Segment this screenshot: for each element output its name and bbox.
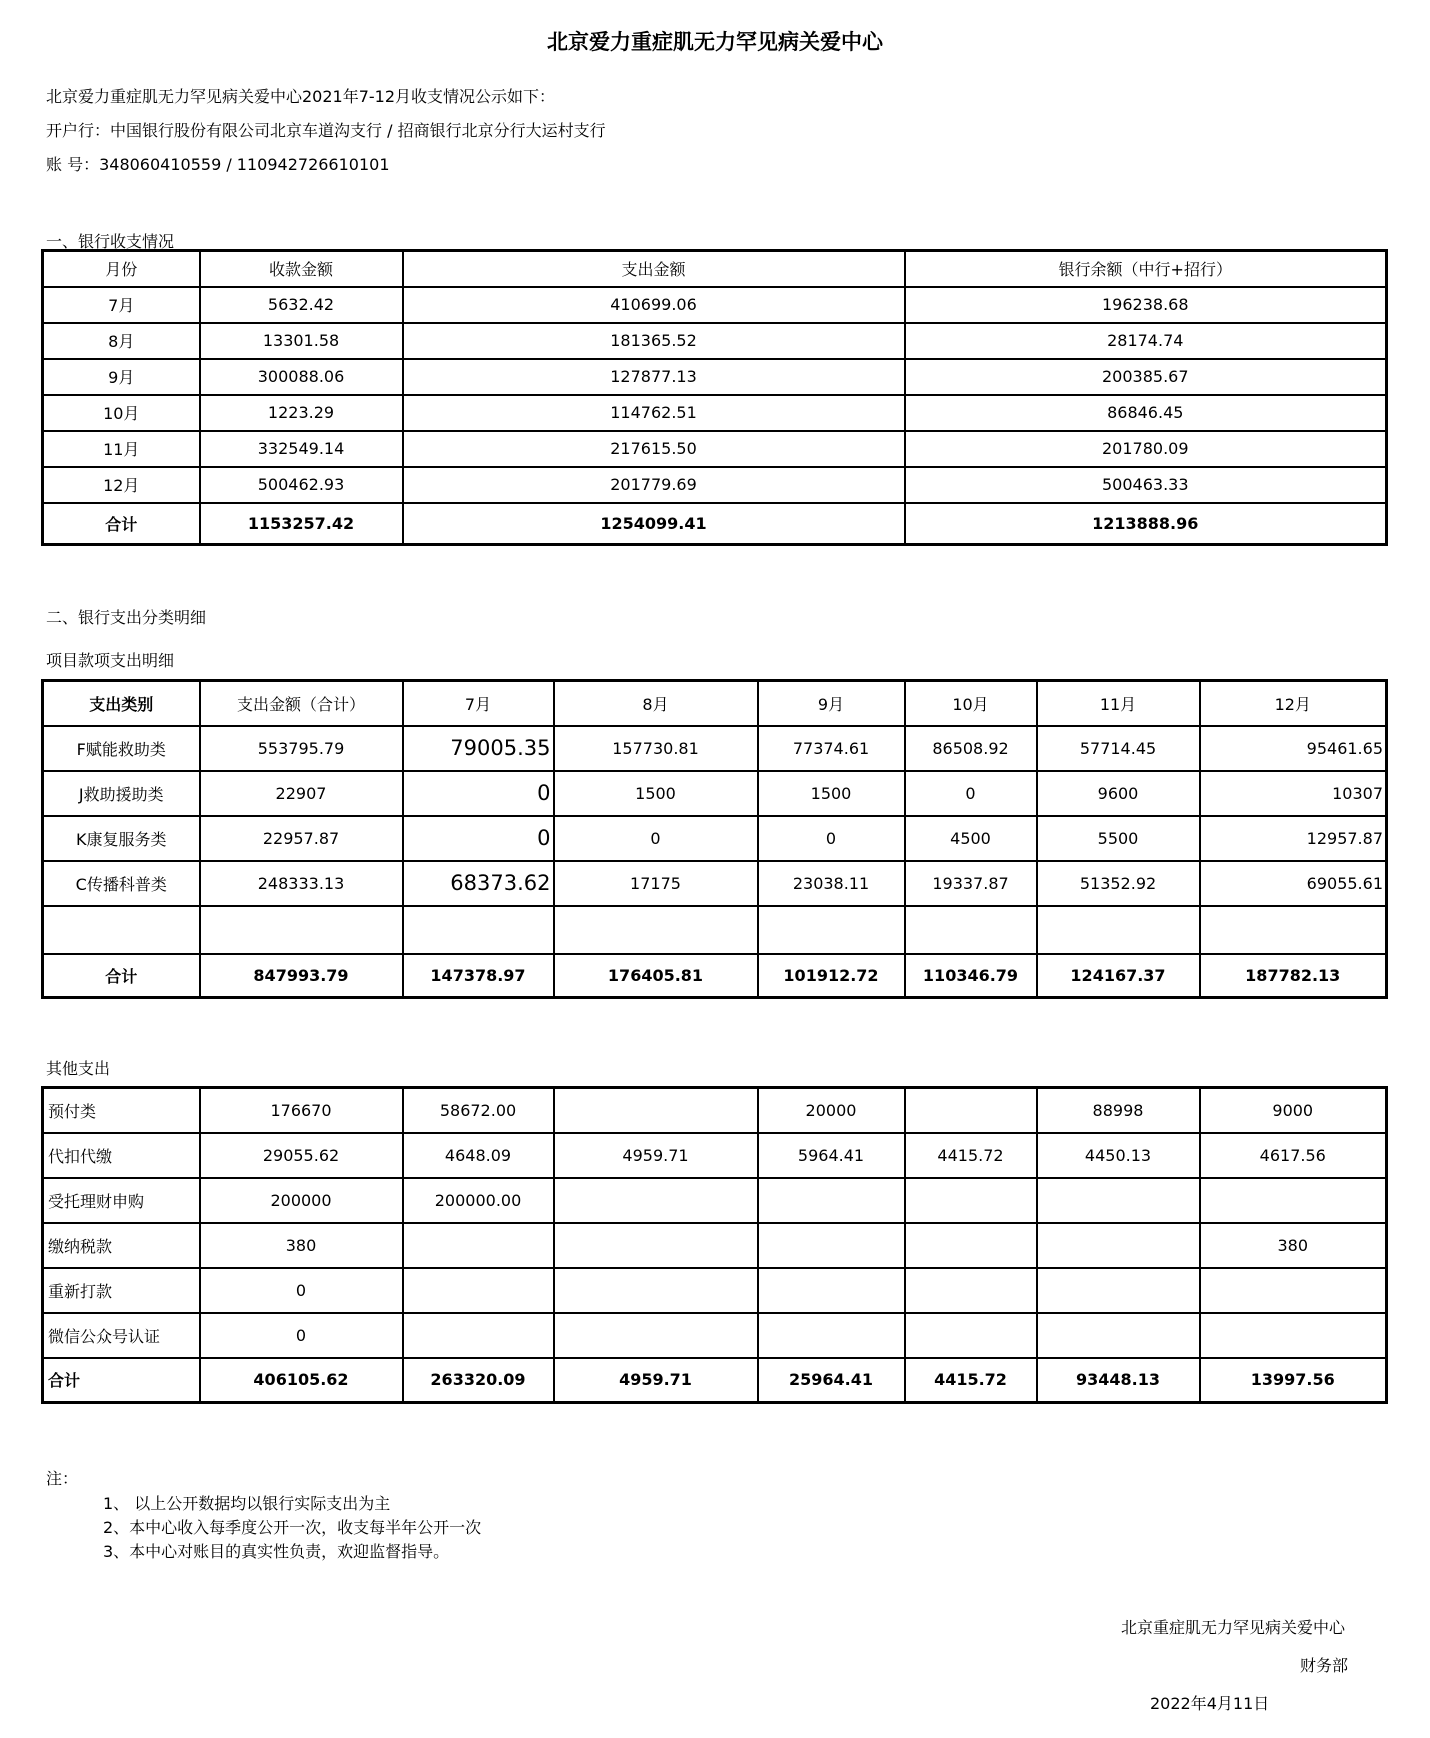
table-cell: 23038.11: [758, 861, 905, 906]
table-cell: 200385.67: [905, 359, 1387, 395]
table-cell: C传播科普类: [43, 861, 200, 906]
section1-heading: 一、银行收支情况: [46, 232, 175, 251]
table-header-row: [43, 251, 1387, 287]
table-cell: 201780.09: [905, 431, 1387, 467]
table-cell: J救助援助类: [43, 771, 200, 816]
table-cell: 200000: [200, 1178, 403, 1223]
table-cell: [1037, 1178, 1200, 1223]
table-cell: [905, 1313, 1037, 1358]
column-header: 月份: [43, 251, 200, 287]
table-cell: 77374.61: [758, 726, 905, 771]
table-cell: K康复服务类: [43, 816, 200, 861]
table-cell: 20000: [758, 1088, 905, 1133]
column-header: 7月: [403, 681, 554, 726]
table-cell: 5964.41: [758, 1133, 905, 1178]
table-cell: 0: [403, 771, 554, 816]
table-cell: 9600: [1037, 771, 1200, 816]
table-cell: [1200, 1178, 1387, 1223]
column-header: 支出金额: [403, 251, 905, 287]
table-cell: 12月: [43, 467, 200, 503]
table-row: [43, 1178, 1387, 1223]
total-cell: 合计: [43, 954, 200, 998]
table-cell: 201779.69: [403, 467, 905, 503]
table-cell: 重新打款: [43, 1268, 200, 1313]
table-cell: [1200, 1268, 1387, 1313]
table-cell: 4959.71: [554, 1133, 758, 1178]
section3-heading: 其他支出: [46, 1059, 111, 1078]
column-header: 支出类别: [43, 681, 200, 726]
table-cell: 13301.58: [200, 323, 403, 359]
total-cell: 263320.09: [403, 1358, 554, 1403]
table-cell: 95461.65: [1200, 726, 1387, 771]
total-cell: 847993.79: [200, 954, 403, 998]
note-item: 3、本中心对账目的真实性负责，欢迎监督指导。: [103, 1542, 450, 1561]
table-cell: 9000: [1200, 1088, 1387, 1133]
table-cell: 受托理财申购: [43, 1178, 200, 1223]
table-cell: 127877.13: [403, 359, 905, 395]
table-cell: 181365.52: [403, 323, 905, 359]
total-cell: 176405.81: [554, 954, 758, 998]
table-cell: [758, 1178, 905, 1223]
empty-cell: [905, 906, 1037, 954]
table-cell: 7月: [43, 287, 200, 323]
table-cell: 22957.87: [200, 816, 403, 861]
intro-line: 北京爱力重症肌无力罕见病关爱中心2021年7-12月收支情况公示如下：: [46, 87, 556, 106]
total-cell: 合计: [43, 503, 200, 545]
total-row: [43, 1358, 1387, 1403]
total-cell: 1153257.42: [200, 503, 403, 545]
page-title: 北京爱力重症肌无力罕见病关爱中心: [547, 30, 883, 54]
note-item: 2、本中心收入每季度公开一次，收支每半年公开一次: [103, 1518, 482, 1537]
table-cell: 1223.29: [200, 395, 403, 431]
total-cell: 合计: [43, 1358, 200, 1403]
column-header: 10月: [905, 681, 1037, 726]
total-cell: 25964.41: [758, 1358, 905, 1403]
total-cell: 13997.56: [1200, 1358, 1387, 1403]
table-cell: 58672.00: [403, 1088, 554, 1133]
table-cell: 1500: [554, 771, 758, 816]
table-row: [43, 1088, 1387, 1133]
table-row: [43, 816, 1387, 861]
table-cell: 17175: [554, 861, 758, 906]
total-cell: 147378.97: [403, 954, 554, 998]
table-cell: [554, 1178, 758, 1223]
total-row: [43, 503, 1387, 545]
table-row: [43, 287, 1387, 323]
table-cell: 79005.35: [403, 726, 554, 771]
table-cell: 29055.62: [200, 1133, 403, 1178]
empty-cell: [758, 906, 905, 954]
table-cell: [403, 1268, 554, 1313]
table-cell: 8月: [43, 323, 200, 359]
table-cell: 196238.68: [905, 287, 1387, 323]
total-cell: 187782.13: [1200, 954, 1387, 998]
table-row: [43, 1133, 1387, 1178]
table-cell: 51352.92: [1037, 861, 1200, 906]
table-cell: 410699.06: [403, 287, 905, 323]
note-item: 1、 以上公开数据均以银行实际支出为主: [103, 1494, 391, 1513]
total-row: [43, 954, 1387, 998]
table-cell: 57714.45: [1037, 726, 1200, 771]
table-cell: [1037, 1268, 1200, 1313]
table-cell: 微信公众号认证: [43, 1313, 200, 1358]
table-cell: [554, 1313, 758, 1358]
table-cell: 预付类: [43, 1088, 200, 1133]
table-cell: 12957.87: [1200, 816, 1387, 861]
table-header-row: [43, 681, 1387, 726]
table-cell: 500462.93: [200, 467, 403, 503]
table-cell: 0: [200, 1268, 403, 1313]
table-cell: 0: [554, 816, 758, 861]
total-cell: 4959.71: [554, 1358, 758, 1403]
table-cell: 114762.51: [403, 395, 905, 431]
section2-heading: 二、银行支出分类明细: [46, 608, 207, 627]
total-cell: 1254099.41: [403, 503, 905, 545]
bank-summary-table: [41, 249, 1388, 546]
signature-date: 2022年4月11日: [1150, 1694, 1270, 1713]
column-header: 11月: [1037, 681, 1200, 726]
table-cell: 1500: [758, 771, 905, 816]
table-cell: 69055.61: [1200, 861, 1387, 906]
table-cell: 157730.81: [554, 726, 758, 771]
table-cell: [403, 1313, 554, 1358]
empty-cell: [43, 906, 200, 954]
empty-cell: [200, 906, 403, 954]
table-cell: [554, 1088, 758, 1133]
table-cell: 28174.74: [905, 323, 1387, 359]
empty-cell: [403, 906, 554, 954]
table-cell: 9月: [43, 359, 200, 395]
empty-cell: [1200, 906, 1387, 954]
table-cell: 176670: [200, 1088, 403, 1133]
table-row: [43, 359, 1387, 395]
table-cell: 5500: [1037, 816, 1200, 861]
table-cell: 200000.00: [403, 1178, 554, 1223]
table-cell: 380: [1200, 1223, 1387, 1268]
table-row: [43, 1268, 1387, 1313]
table-row: [43, 1313, 1387, 1358]
empty-cell: [554, 906, 758, 954]
table-cell: 4617.56: [1200, 1133, 1387, 1178]
table-cell: [905, 1178, 1037, 1223]
column-header: 收款金额: [200, 251, 403, 287]
table-cell: 10307: [1200, 771, 1387, 816]
table-cell: 0: [200, 1313, 403, 1358]
table-cell: [1200, 1313, 1387, 1358]
column-header: 银行余额（中行+招行）: [905, 251, 1387, 287]
table-cell: 0: [905, 771, 1037, 816]
table-cell: 10月: [43, 395, 200, 431]
table-cell: 5632.42: [200, 287, 403, 323]
table-cell: 4648.09: [403, 1133, 554, 1178]
table-cell: 248333.13: [200, 861, 403, 906]
table-cell: 500463.33: [905, 467, 1387, 503]
empty-cell: [1037, 906, 1200, 954]
table-cell: 553795.79: [200, 726, 403, 771]
table-cell: [758, 1313, 905, 1358]
table-cell: [905, 1268, 1037, 1313]
table-cell: [554, 1223, 758, 1268]
table-cell: 217615.50: [403, 431, 905, 467]
column-header: 12月: [1200, 681, 1387, 726]
column-header: 9月: [758, 681, 905, 726]
empty-row: [43, 906, 1387, 954]
table-row: [43, 726, 1387, 771]
table-cell: F赋能救助类: [43, 726, 200, 771]
bank-line: 开户行：中国银行股份有限公司北京车道沟支行 / 招商银行北京分行大运村支行: [46, 121, 606, 140]
table-cell: 86846.45: [905, 395, 1387, 431]
table-cell: 300088.06: [200, 359, 403, 395]
column-header: 8月: [554, 681, 758, 726]
table-cell: 11月: [43, 431, 200, 467]
table-cell: 22907: [200, 771, 403, 816]
total-cell: 406105.62: [200, 1358, 403, 1403]
account-line: 账 号：348060410559 / 110942726610101: [46, 155, 390, 174]
table-cell: [554, 1268, 758, 1313]
table-row: [43, 861, 1387, 906]
total-cell: 4415.72: [905, 1358, 1037, 1403]
table-cell: [758, 1223, 905, 1268]
table-cell: [905, 1223, 1037, 1268]
table-row: [43, 771, 1387, 816]
table-cell: [1037, 1313, 1200, 1358]
table-cell: 380: [200, 1223, 403, 1268]
table-cell: [1037, 1223, 1200, 1268]
notes-label: 注：: [46, 1469, 79, 1488]
table-cell: 4450.13: [1037, 1133, 1200, 1178]
signature-dept: 财务部: [1300, 1656, 1349, 1675]
table-row: [43, 395, 1387, 431]
total-cell: 124167.37: [1037, 954, 1200, 998]
table-row: [43, 431, 1387, 467]
table-cell: 代扣代缴: [43, 1133, 200, 1178]
table-cell: 88998: [1037, 1088, 1200, 1133]
table-cell: [758, 1268, 905, 1313]
total-cell: 1213888.96: [905, 503, 1387, 545]
table-cell: 68373.62: [403, 861, 554, 906]
table-cell: 4415.72: [905, 1133, 1037, 1178]
total-cell: 101912.72: [758, 954, 905, 998]
total-cell: 93448.13: [1037, 1358, 1200, 1403]
column-header: 支出金额（合计）: [200, 681, 403, 726]
table-cell: 4500: [905, 816, 1037, 861]
other-expense-table: [41, 1086, 1388, 1404]
table-cell: 缴纳税款: [43, 1223, 200, 1268]
table-cell: 332549.14: [200, 431, 403, 467]
section2-subheading: 项目款项支出明细: [46, 651, 175, 670]
expense-category-table: [41, 679, 1388, 999]
table-row: [43, 323, 1387, 359]
table-cell: 19337.87: [905, 861, 1037, 906]
table-row: [43, 1223, 1387, 1268]
table-cell: [403, 1223, 554, 1268]
total-cell: 110346.79: [905, 954, 1037, 998]
table-cell: [905, 1088, 1037, 1133]
table-cell: 0: [403, 816, 554, 861]
table-cell: 86508.92: [905, 726, 1037, 771]
table-row: [43, 467, 1387, 503]
signature-org: 北京重症肌无力罕见病关爱中心: [1121, 1618, 1346, 1637]
table-cell: 0: [758, 816, 905, 861]
